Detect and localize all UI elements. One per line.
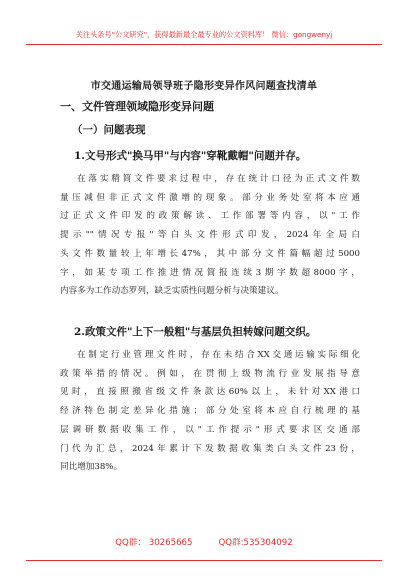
- subsection-heading: （一）问题表现: [72, 124, 146, 136]
- paragraph-line: 量压减但非正式文件激增的现象。部分业务处室将本应通: [60, 192, 360, 203]
- paragraph-line: 见时，直接照搬省级文件条款达60%以上，未针对XX港口: [60, 387, 360, 398]
- paragraph-line: 政策举措的情况。例如，在贯彻上级物流行业发展指导意: [60, 368, 360, 379]
- section-heading: 一、文件管理领域隐形变异问题: [60, 100, 214, 113]
- paragraph-line: 头文件数量较上年增长47%，其中部分文件篇幅超过5000: [60, 248, 360, 259]
- paragraph-line: 提示""情况专报"等白头文件形式印发，2024年全局白: [60, 230, 360, 241]
- footer-qq-group-1: QQ群： 30265665: [115, 538, 193, 548]
- paragraph-line: 过正式文件印发的政策解读、工作部署等内容，以"工作: [60, 211, 360, 222]
- paragraph-line: 层调研数据收集工作，以"工作提示"形式要求区交通部: [60, 424, 360, 435]
- header-banner: 关注头条号"公文研究"，获得最新最全最专业的公文资料库！ 微信：gongwenyj: [75, 30, 333, 39]
- paragraph-line: 门代为汇总，2024年累计下发数据收集类白头文件23份，: [60, 443, 360, 454]
- document-title: 市交通运输局领导班子隐形变异作风问题查找清单: [90, 81, 318, 92]
- item-2-heading: 2.政策文件"上下一般粗"与基层负担转嫁问题交织。: [74, 326, 317, 338]
- paragraph-line: 内容多为工作动态罗列，缺乏实质性问题分析与决策建议。: [60, 286, 284, 297]
- footer-qq-group-2: QQ群:535304092: [218, 538, 293, 548]
- item-1-paragraph: [60, 170, 360, 320]
- paragraph-line: 在制定行业管理文件时，存在未结合XX交通运输实际细化: [77, 350, 360, 360]
- footer-contact: [0, 536, 408, 548]
- item-2-paragraph: [60, 346, 360, 496]
- paragraph-line: 同比增加38%。: [60, 462, 123, 473]
- paragraph-line: 字，如某专项工作推进情况简报连续3期字数超8000字，: [60, 267, 360, 278]
- paragraph-line: 在落实精简文件要求过程中，存在统计口径为正式文件数: [77, 174, 360, 184]
- header-rule: [26, 44, 382, 45]
- item-1-heading: 1.文号形式"换马甲"与内容"穿靴戴帽"问题并存。: [74, 150, 307, 162]
- footer-rule: [26, 560, 382, 561]
- paragraph-line: 经济特色制定差异化措施；部分处室将本应自行梳理的基: [60, 406, 360, 417]
